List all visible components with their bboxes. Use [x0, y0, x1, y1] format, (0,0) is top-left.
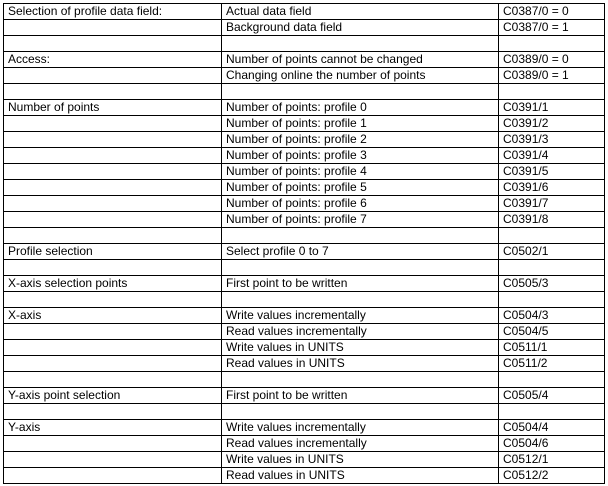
description-cell: [222, 292, 499, 308]
description-cell: Number of points: profile 0: [222, 100, 499, 116]
table-row: [4, 228, 605, 244]
code-cell: C0512/2: [499, 468, 605, 484]
table-row: [4, 36, 605, 52]
parameter-group-cell: [4, 260, 222, 276]
table-row: [4, 116, 605, 132]
code-cell: C0505/4: [499, 388, 605, 404]
parameter-group-cell: [4, 468, 222, 484]
parameter-group-cell: Selection of profile data field:: [4, 4, 222, 20]
description-cell: First point to be written: [222, 276, 499, 292]
code-cell: C0504/3: [499, 308, 605, 324]
table-row: [4, 324, 605, 340]
description-cell: Select profile 0 to 7: [222, 244, 499, 260]
table-body: [4, 4, 605, 484]
description-cell: Write values incrementally: [222, 420, 499, 436]
description-cell: [222, 260, 499, 276]
description-cell: [222, 228, 499, 244]
code-cell: C0391/2: [499, 116, 605, 132]
code-cell: C0511/1: [499, 340, 605, 356]
table-row: [4, 100, 605, 116]
description-cell: Number of points cannot be changed: [222, 52, 499, 68]
table-row: [4, 452, 605, 468]
description-cell: Number of points: profile 2: [222, 132, 499, 148]
parameter-group-cell: Number of points: [4, 100, 222, 116]
code-cell: C0391/8: [499, 212, 605, 228]
parameter-group-cell: [4, 116, 222, 132]
parameter-group-cell: [4, 372, 222, 388]
code-cell: [499, 228, 605, 244]
table-row: [4, 20, 605, 36]
table-row: [4, 420, 605, 436]
table-row: [4, 292, 605, 308]
parameter-group-cell: [4, 164, 222, 180]
code-cell: [499, 404, 605, 420]
table-row: [4, 260, 605, 276]
parameter-group-cell: [4, 212, 222, 228]
description-cell: Number of points: profile 1: [222, 116, 499, 132]
profile-parameter-table: [3, 3, 605, 484]
code-cell: [499, 84, 605, 100]
code-cell: C0505/3: [499, 276, 605, 292]
description-cell: Actual data field: [222, 4, 499, 20]
parameter-group-cell: [4, 84, 222, 100]
parameter-group-cell: Access:: [4, 52, 222, 68]
parameter-group-cell: [4, 196, 222, 212]
code-cell: C0512/1: [499, 452, 605, 468]
table-row: [4, 84, 605, 100]
description-cell: Write values in UNITS: [222, 340, 499, 356]
code-cell: C0387/0 = 1: [499, 20, 605, 36]
table-row: [4, 388, 605, 404]
description-cell: Read values in UNITS: [222, 468, 499, 484]
code-cell: [499, 36, 605, 52]
code-cell: C0391/6: [499, 180, 605, 196]
description-cell: Background data field: [222, 20, 499, 36]
parameter-group-cell: [4, 228, 222, 244]
parameter-group-cell: [4, 452, 222, 468]
description-cell: Number of points: profile 3: [222, 148, 499, 164]
description-cell: Write values incrementally: [222, 308, 499, 324]
code-cell: [499, 260, 605, 276]
table-row: [4, 52, 605, 68]
table-row: [4, 212, 605, 228]
parameter-group-cell: [4, 36, 222, 52]
code-cell: C0387/0 = 0: [499, 4, 605, 20]
table-row: [4, 180, 605, 196]
description-cell: [222, 404, 499, 420]
description-cell: [222, 84, 499, 100]
parameter-group-cell: [4, 436, 222, 452]
parameter-group-cell: Y-axis: [4, 420, 222, 436]
code-cell: C0504/4: [499, 420, 605, 436]
table-row: [4, 148, 605, 164]
code-cell: C0391/3: [499, 132, 605, 148]
code-cell: C0502/1: [499, 244, 605, 260]
code-cell: C0391/5: [499, 164, 605, 180]
description-cell: Number of points: profile 4: [222, 164, 499, 180]
table-row: [4, 308, 605, 324]
parameter-group-cell: [4, 20, 222, 36]
parameter-group-cell: [4, 404, 222, 420]
description-cell: Number of points: profile 6: [222, 196, 499, 212]
parameter-group-cell: Profile selection: [4, 244, 222, 260]
table-row: [4, 372, 605, 388]
code-cell: C0391/1: [499, 100, 605, 116]
description-cell: Number of points: profile 5: [222, 180, 499, 196]
description-cell: Read values incrementally: [222, 324, 499, 340]
description-cell: First point to be written: [222, 388, 499, 404]
table-row: [4, 4, 605, 20]
table-row: [4, 132, 605, 148]
table-row: [4, 196, 605, 212]
code-cell: C0391/4: [499, 148, 605, 164]
table-row: [4, 404, 605, 420]
parameter-group-cell: [4, 148, 222, 164]
table-row: [4, 340, 605, 356]
description-cell: Read values incrementally: [222, 436, 499, 452]
description-cell: Write values in UNITS: [222, 452, 499, 468]
code-cell: C0504/5: [499, 324, 605, 340]
parameter-group-cell: Y-axis point selection: [4, 388, 222, 404]
code-cell: C0389/0 = 1: [499, 68, 605, 84]
description-cell: Number of points: profile 7: [222, 212, 499, 228]
parameter-group-cell: [4, 68, 222, 84]
table-row: [4, 356, 605, 372]
parameter-group-cell: [4, 356, 222, 372]
code-cell: C0391/7: [499, 196, 605, 212]
parameter-group-cell: [4, 132, 222, 148]
code-cell: [499, 292, 605, 308]
parameter-group-cell: [4, 340, 222, 356]
description-cell: [222, 36, 499, 52]
table-row: [4, 244, 605, 260]
code-cell: C0389/0 = 0: [499, 52, 605, 68]
table-row: [4, 436, 605, 452]
code-cell: [499, 372, 605, 388]
parameter-group-cell: [4, 180, 222, 196]
table-row: [4, 276, 605, 292]
code-cell: C0511/2: [499, 356, 605, 372]
code-cell: C0504/6: [499, 436, 605, 452]
parameter-group-cell: X-axis: [4, 308, 222, 324]
description-cell: [222, 372, 499, 388]
description-cell: Read values in UNITS: [222, 356, 499, 372]
table-row: [4, 164, 605, 180]
parameter-group-cell: [4, 324, 222, 340]
table-row: [4, 68, 605, 84]
description-cell: Changing online the number of points: [222, 68, 499, 84]
parameter-group-cell: X-axis selection points: [4, 276, 222, 292]
parameter-group-cell: [4, 292, 222, 308]
table-row: [4, 468, 605, 484]
